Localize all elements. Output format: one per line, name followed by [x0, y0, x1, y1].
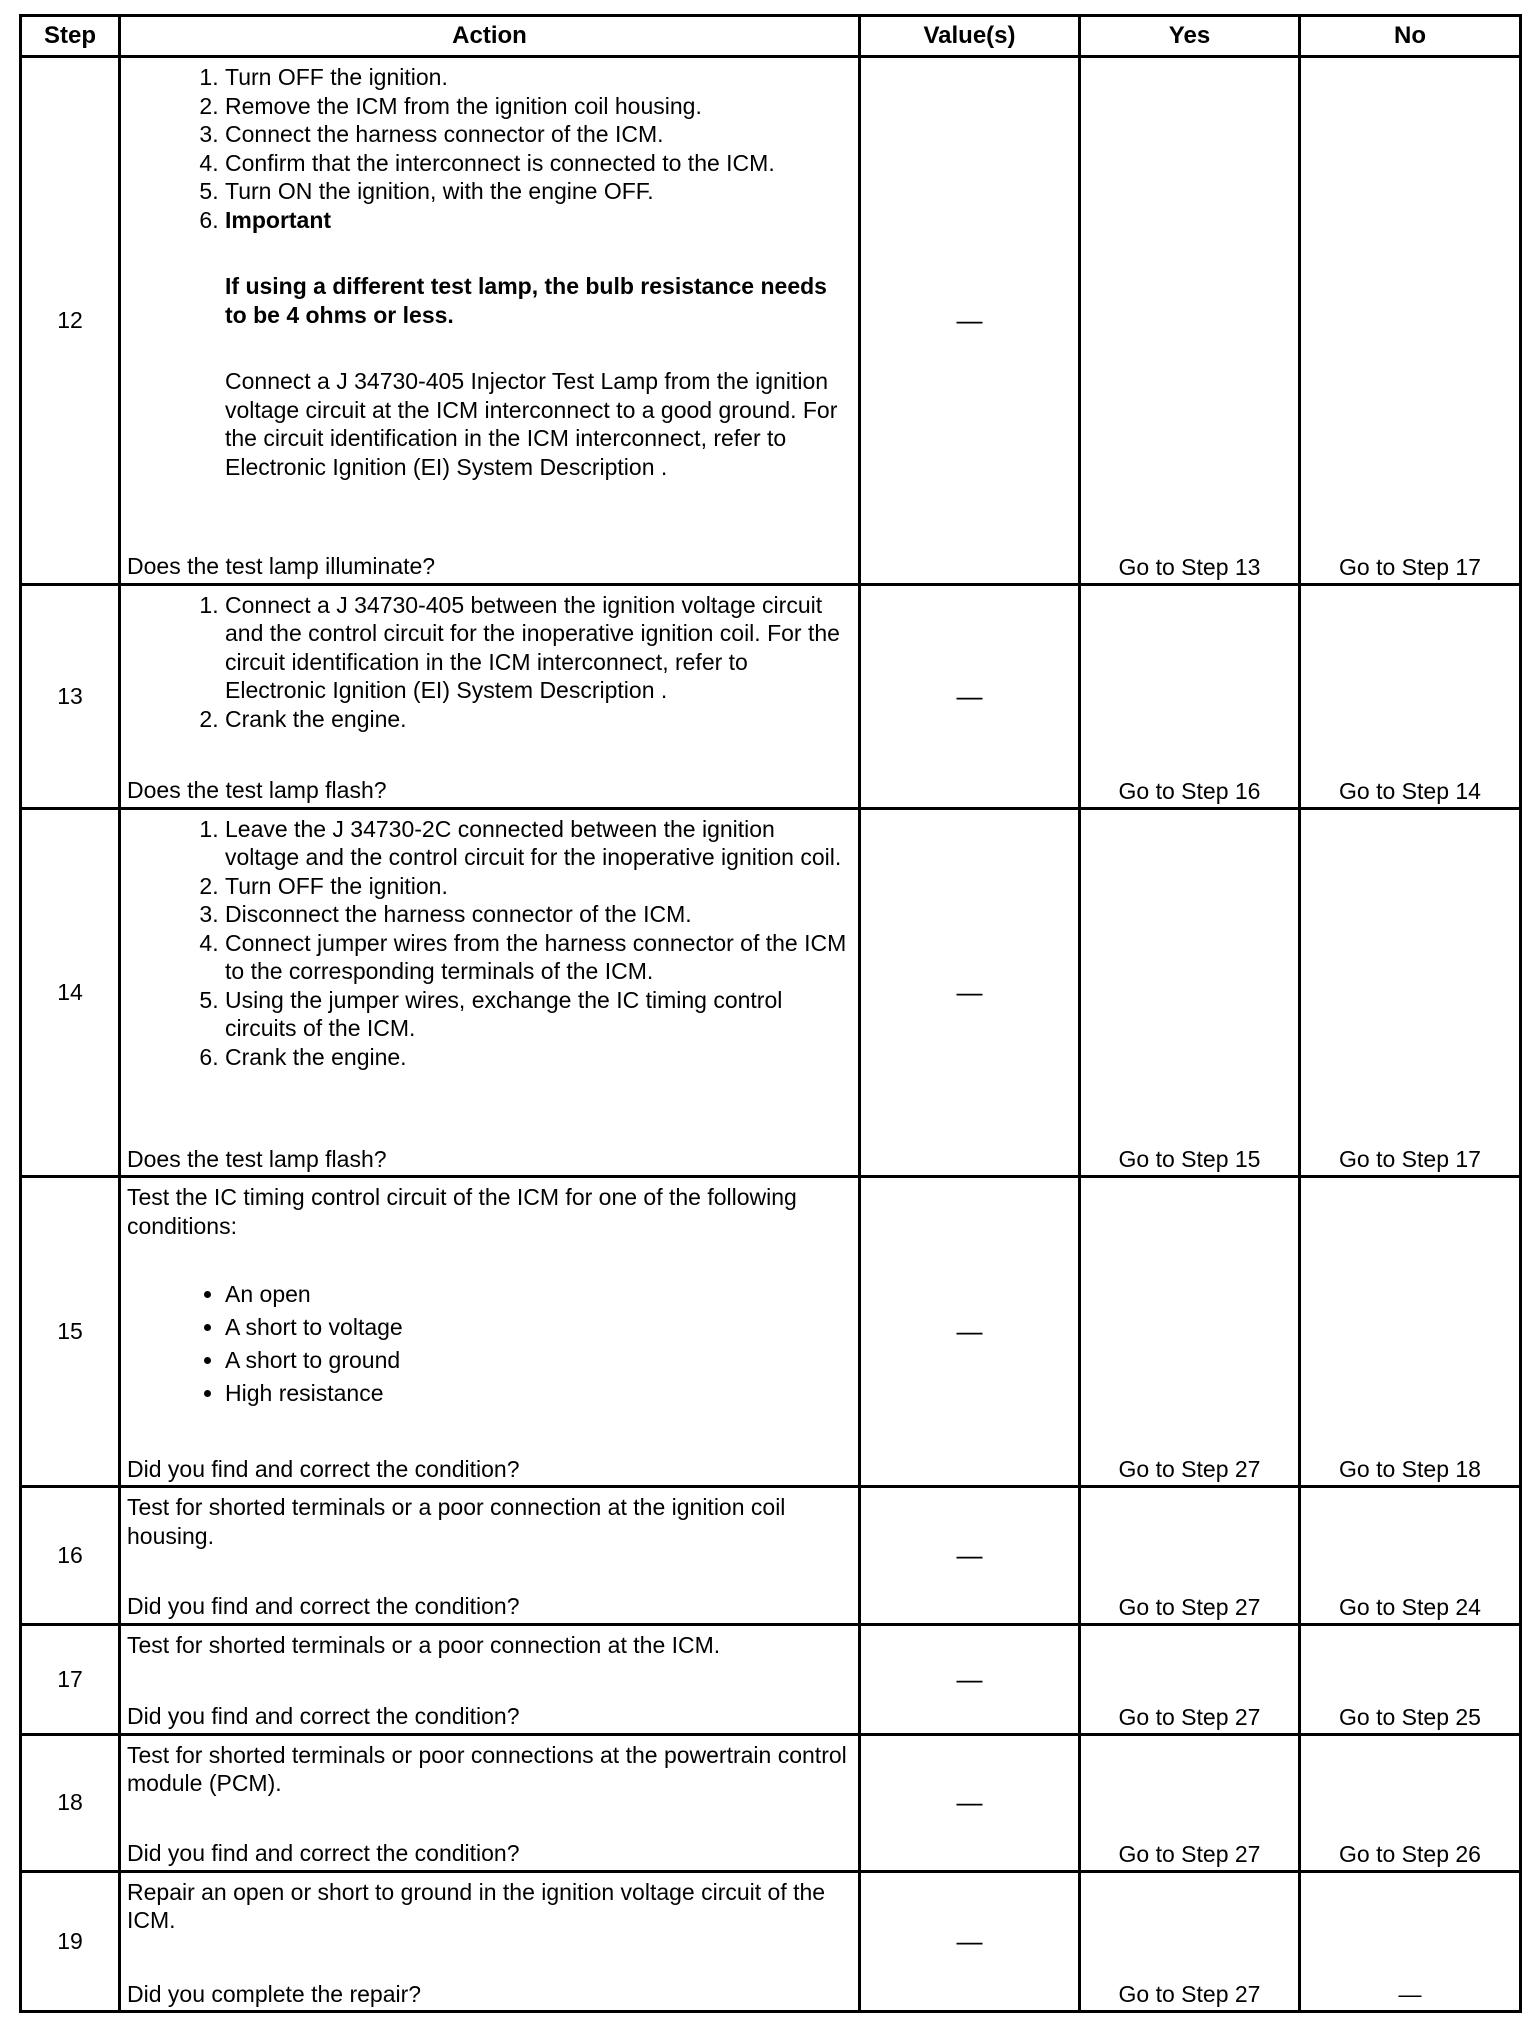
no-cell: Go to Step 14 — [1300, 584, 1521, 808]
step-number: 12 — [21, 57, 120, 585]
action-cell — [120, 1487, 860, 1624]
value-cell: — — [860, 808, 1080, 1176]
test-lamp-note: Connect a J 34730-405 Injector Test Lamp from the ignition voltage circuit at the ICM interconnect to a good ground. For the circuit identification in the ICM interconnect, refer to Electronic Ignition (EI) System Description . — [225, 368, 838, 480]
header-no: No — [1300, 16, 1521, 57]
question: Did you find and correct the condition? — [127, 1703, 520, 1730]
no-cell: Go to Step 26 — [1300, 1734, 1521, 1871]
no-cell: Go to Step 17 — [1300, 57, 1521, 585]
question: Does the test lamp flash? — [127, 777, 387, 804]
yes-cell: Go to Step 27 — [1080, 1177, 1300, 1487]
intro-text: Test for shorted terminals or poor connections at the powertrain control module (PCM). — [127, 1741, 847, 1797]
question: Did you complete the repair? — [127, 1980, 422, 2007]
step-number: 17 — [21, 1624, 120, 1734]
list-item: 1. Connect a J 34730-405 between the ignition voltage circuit and the control circuit for the inoperative ignition coil. For the circuit identification in the ICM interconnect, refer to Electronic Ignition (EI) System Description . — [225, 591, 852, 705]
yes-cell: Go to Step 13 — [1080, 57, 1300, 585]
list-item: 4. Confirm that the interconnect is connected to the ICM. — [225, 149, 852, 178]
question: Did you find and correct the condition? — [127, 1455, 520, 1482]
header-values: Value(s) — [860, 16, 1080, 57]
list-item: 2. Turn OFF the ignition. — [225, 872, 852, 901]
action-cell — [120, 584, 860, 808]
important-label: 6. Important — [225, 206, 332, 233]
list-item: • High resistance — [225, 1377, 852, 1410]
action-cell — [120, 1734, 860, 1871]
step-number: 15 — [21, 1177, 120, 1487]
question: Does the test lamp illuminate? — [127, 553, 436, 580]
yes-cell: Go to Step 27 — [1080, 1871, 1300, 2011]
no-cell: Go to Step 24 — [1300, 1487, 1521, 1624]
no-cell: Go to Step 18 — [1300, 1177, 1521, 1487]
question: Did you find and correct the condition? — [127, 1593, 520, 1620]
header-row — [21, 16, 1521, 57]
value-cell: — — [860, 1871, 1080, 2011]
intro-text: Test for shorted terminals or a poor connection at the ignition coil housing. — [127, 1494, 786, 1549]
value-cell: — — [860, 1487, 1080, 1624]
value-cell: — — [860, 1734, 1080, 1871]
table-row — [21, 1871, 1521, 2011]
yes-cell: Go to Step 27 — [1080, 1624, 1300, 1734]
header-action: Action — [120, 16, 860, 57]
yes-cell: Go to Step 27 — [1080, 1487, 1300, 1624]
list-item: 5. Using the jumper wires, exchange the IC timing control circuits of the ICM. — [225, 986, 852, 1043]
step-number: 13 — [21, 584, 120, 808]
header-step: Step — [21, 16, 120, 57]
header-yes: Yes — [1080, 16, 1300, 57]
action-list — [127, 63, 852, 481]
value-cell: — — [860, 584, 1080, 808]
step-number: 18 — [21, 1734, 120, 1871]
important-text: If using a different test lamp, the bulb resistance needs to be 4 ohms or less. — [225, 273, 827, 328]
intro-text: Test the IC timing control circuit of the ICM for one of the following conditions: — [127, 1184, 797, 1239]
list-item: 4. Connect jumper wires from the harness connector of the ICM to the corresponding terminals of the ICM. — [225, 929, 852, 986]
yes-cell: Go to Step 27 — [1080, 1734, 1300, 1871]
value-cell: — — [860, 57, 1080, 585]
action-cell — [120, 1871, 860, 2011]
question: Did you find and correct the condition? — [127, 1840, 520, 1867]
intro-text: Repair an open or short to ground in the ignition voltage circuit of the ICM. — [127, 1878, 826, 1934]
list-item: • A short to voltage — [225, 1311, 852, 1344]
list-item: 3. Disconnect the harness connector of the ICM. — [225, 900, 852, 929]
diagnostic-table — [19, 14, 1522, 2013]
list-item: 6. Crank the engine. — [225, 1043, 852, 1072]
step-number: 16 — [21, 1487, 120, 1624]
action-cell — [120, 1177, 860, 1487]
yes-cell: Go to Step 16 — [1080, 584, 1300, 808]
yes-cell: Go to Step 15 — [1080, 808, 1300, 1176]
value-cell: — — [860, 1177, 1080, 1487]
list-item: • An open — [225, 1278, 852, 1311]
no-cell: Go to Step 17 — [1300, 808, 1521, 1176]
action-cell — [120, 57, 860, 585]
intro-text: Test for shorted terminals or a poor connection at the ICM. — [127, 1631, 721, 1658]
table-row — [21, 1487, 1521, 1624]
table-row — [21, 57, 1521, 585]
no-cell: Go to Step 25 — [1300, 1624, 1521, 1734]
table-row — [21, 584, 1521, 808]
table-row — [21, 1624, 1521, 1734]
list-item: 2. Remove the ICM from the ignition coil housing. — [225, 92, 852, 121]
table-row — [21, 1177, 1521, 1487]
list-item: 3. Connect the harness connector of the ICM. — [225, 120, 852, 149]
table-row — [21, 808, 1521, 1176]
condition-list — [127, 1278, 852, 1410]
question: Does the test lamp flash? — [127, 1145, 387, 1172]
list-item: • A short to ground — [225, 1344, 852, 1377]
list-item: 2. Crank the engine. — [225, 705, 852, 734]
action-cell — [120, 808, 860, 1176]
value-cell: — — [860, 1624, 1080, 1734]
list-item — [225, 206, 852, 482]
action-list — [127, 815, 852, 1072]
action-list — [127, 591, 852, 734]
list-item: 5. Turn ON the ignition, with the engine OFF. — [225, 177, 852, 206]
table-row — [21, 1734, 1521, 1871]
action-cell — [120, 1624, 860, 1734]
no-cell: — — [1300, 1871, 1521, 2011]
step-number: 19 — [21, 1871, 120, 2011]
list-item: 1. Turn OFF the ignition. — [225, 63, 852, 92]
step-number: 14 — [21, 808, 120, 1176]
list-item: 1. Leave the J 34730-2C connected between the ignition voltage and the control circuit for the inoperative ignition coil. — [225, 815, 852, 872]
